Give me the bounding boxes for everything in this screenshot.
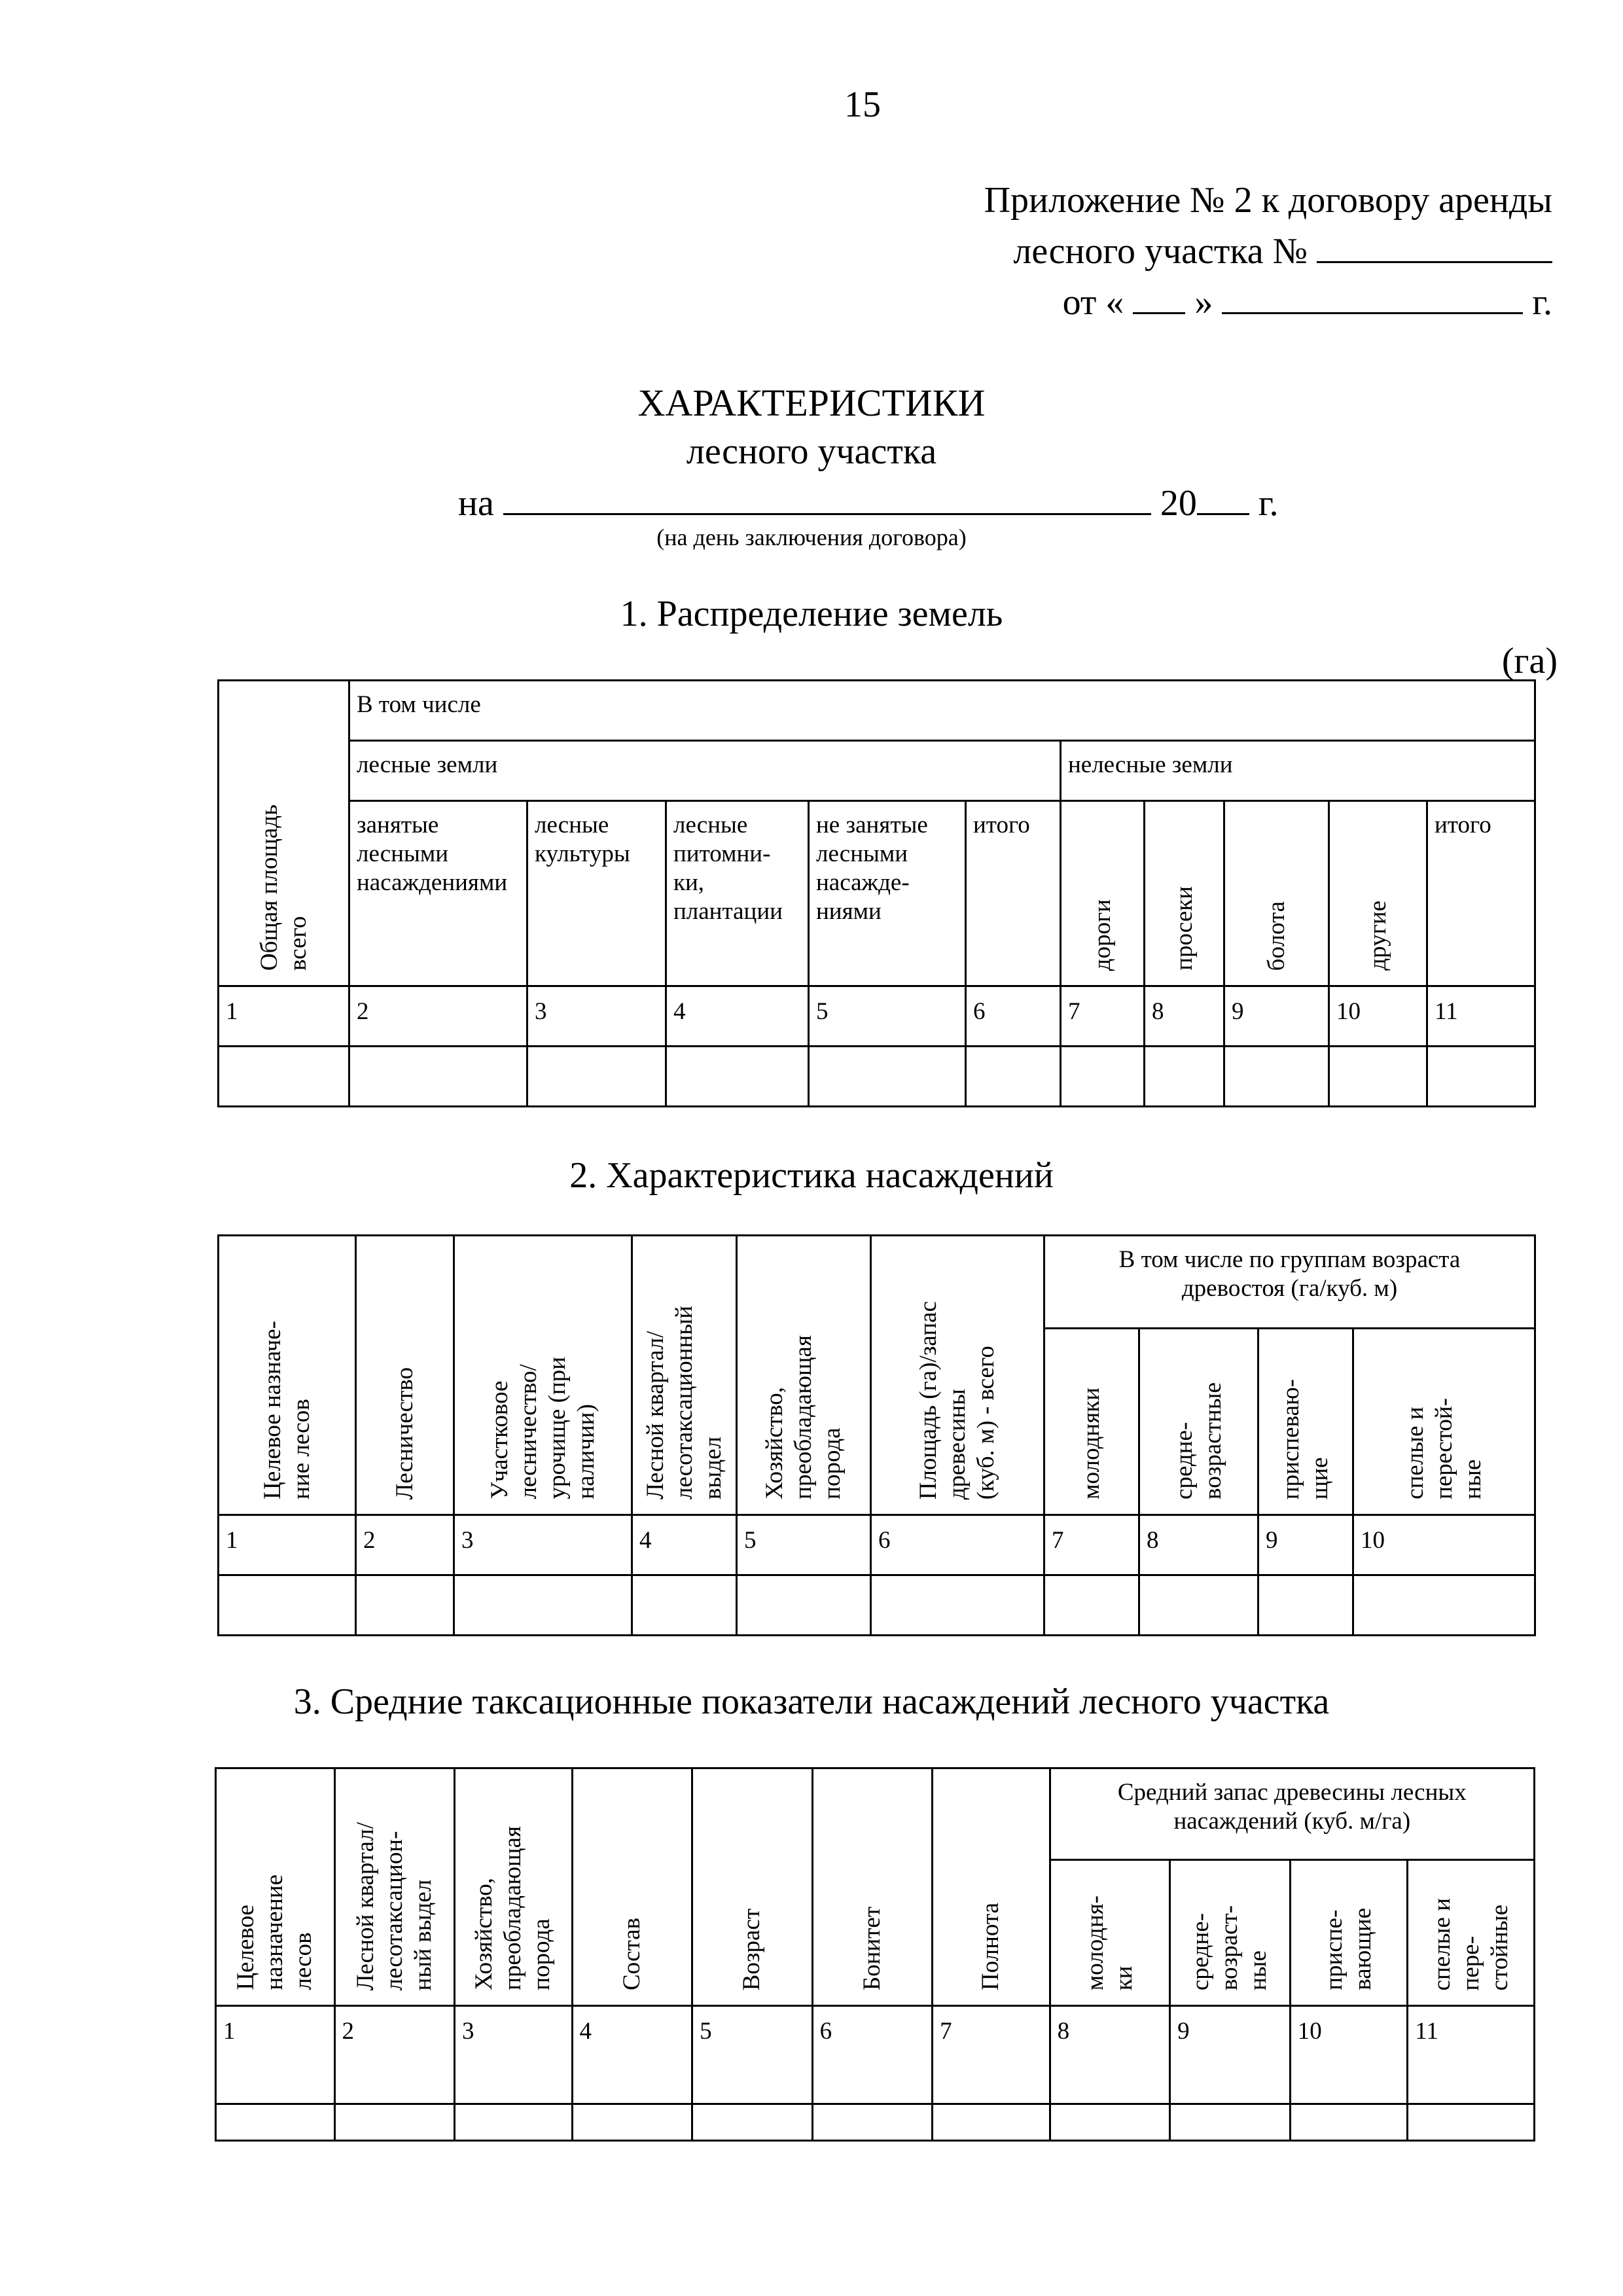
age-maturing: приспе- вающие (1290, 1860, 1408, 2006)
date-field (503, 480, 1151, 515)
empty-cell (809, 1047, 966, 1107)
appendix-line-1: Приложение № 2 к договору аренды (984, 180, 1552, 221)
col-number: 4 (632, 1515, 737, 1575)
col-number: 1 (219, 1515, 356, 1575)
day-field (1133, 278, 1185, 314)
page-title: ХАРАКТЕРИСТИКИ (637, 382, 986, 424)
empty-cell (527, 1047, 666, 1107)
section2-title: 2. Характеристика насаждений (569, 1155, 1054, 1196)
age-middle: средне- возрастные (1139, 1329, 1258, 1515)
col-number: 2 (334, 2006, 455, 2104)
nonforest-col-other: другие (1329, 801, 1427, 986)
age-group-header: В том числе по группам возраста древостоя (га/куб. м) (1044, 1236, 1535, 1329)
average-stock-header: Средний запас древесины лесных насаждений (куб. м/га) (1050, 1768, 1534, 1860)
forest-col-nurseries: лесные питомни- ки, плантации (666, 801, 809, 986)
col-number: 10 (1290, 2006, 1408, 2104)
forestry-header: Лесничество (356, 1236, 454, 1515)
col-number: 1 (216, 2006, 335, 2104)
total-area-header: Общая площадь всего (219, 681, 349, 986)
empty-cell (455, 2104, 573, 2141)
economy-header: Хозяйство, преобладающая порода (455, 1768, 573, 2006)
col-number: 8 (1145, 986, 1224, 1047)
land-distribution-table (217, 679, 1536, 1107)
col-number: 3 (454, 1515, 632, 1575)
month-year-field (1222, 278, 1523, 314)
col-number: 4 (666, 986, 809, 1047)
col-number: 9 (1224, 986, 1329, 1047)
date-prefix: на (458, 483, 494, 524)
quote-close: » (1194, 282, 1213, 323)
empty-cell (692, 2104, 813, 2141)
quarter-header: Лесной квартал/ лесотаксационный выдел (632, 1236, 737, 1515)
page-number: 15 (844, 84, 881, 125)
col-number: 2 (349, 986, 527, 1047)
area-stock-header: Площадь (га)/запас древесины (куб. м) - всего (871, 1236, 1044, 1515)
empty-cell (1427, 1047, 1535, 1107)
empty-cell (219, 1575, 356, 1636)
empty-cell (632, 1575, 737, 1636)
empty-cell (572, 2104, 692, 2141)
nonforest-col-swamps: болота (1224, 801, 1329, 986)
age-young: молодняки (1044, 1329, 1139, 1515)
col-number: 9 (1258, 1515, 1353, 1575)
age-mature: спелые и пере- стойные (1408, 1860, 1535, 2006)
col-number: 11 (1408, 2006, 1535, 2104)
empty-cell (1061, 1047, 1145, 1107)
col-number: 6 (812, 2006, 933, 2104)
empty-cell (1258, 1575, 1353, 1636)
date-line (458, 480, 1278, 524)
col-number: 5 (809, 986, 966, 1047)
empty-cell (1044, 1575, 1139, 1636)
col-number: 2 (356, 1515, 454, 1575)
empty-cell (666, 1047, 809, 1107)
col-number: 8 (1050, 2006, 1170, 2104)
col-number: 10 (1329, 986, 1427, 1047)
empty-cell (933, 2104, 1050, 2141)
col-number: 5 (692, 2006, 813, 2104)
col-number: 7 (1061, 986, 1145, 1047)
district-forestry-header: Участковое лесничество/ урочище (при наличии) (454, 1236, 632, 1515)
col-number: 9 (1170, 2006, 1291, 2104)
empty-cell (966, 1047, 1061, 1107)
empty-cell (737, 1575, 871, 1636)
empty-cell (356, 1575, 454, 1636)
section1-unit: (га) (1501, 641, 1558, 681)
year-prefix: 20 (1160, 483, 1197, 524)
empty-cell (1329, 1047, 1427, 1107)
col-number: 6 (871, 1515, 1044, 1575)
from-label: от « (1062, 282, 1124, 323)
contract-number-field (1317, 227, 1552, 263)
empty-cell (216, 2104, 335, 2141)
forest-col-occupied: занятые лесными насаждениями (349, 801, 527, 986)
col-number: 4 (572, 2006, 692, 2104)
including-header: В том числе (349, 681, 1535, 741)
nonforest-lands-header: нелесные земли (1061, 741, 1535, 801)
col-number: 1 (219, 986, 349, 1047)
empty-cell (1408, 2104, 1535, 2141)
age-middle: средне- возраст- ные (1170, 1860, 1291, 2006)
nonforest-col-total: итого (1427, 801, 1535, 986)
density-header: Полнота (933, 1768, 1050, 2006)
empty-cell (1145, 1047, 1224, 1107)
empty-cell (1224, 1047, 1329, 1107)
col-number: 3 (455, 2006, 573, 2104)
taxation-table (215, 1767, 1535, 2142)
col-number: 7 (1044, 1515, 1139, 1575)
age-young: молодня- ки (1050, 1860, 1170, 2006)
nonforest-col-clearings: просеки (1145, 801, 1224, 986)
appendix-line-3 (1063, 278, 1552, 327)
empty-cell (812, 2104, 933, 2141)
age-mature: спелые и перестой- ные (1353, 1329, 1535, 1515)
forest-col-cultures: лесные культуры (527, 801, 666, 986)
col-number: 7 (933, 2006, 1050, 2104)
purpose-header: Целевое назначение лесов (216, 1768, 335, 2006)
forest-lands-header: лесные земли (349, 741, 1061, 801)
col-number: 10 (1353, 1515, 1535, 1575)
nonforest-col-roads: дороги (1061, 801, 1145, 986)
appendix-line-2 (1013, 226, 1552, 276)
empty-cell (349, 1047, 527, 1107)
page-subtitle: лесного участка (686, 431, 937, 472)
col-number: 6 (966, 986, 1061, 1047)
composition-header: Состав (572, 1768, 692, 2006)
date-note: (на день заключения договора) (656, 524, 967, 550)
age-header: Возраст (692, 1768, 813, 2006)
col-number: 3 (527, 986, 666, 1047)
section1-title: 1. Распределение земель (620, 594, 1003, 634)
col-number: 11 (1427, 986, 1535, 1047)
empty-cell (871, 1575, 1044, 1636)
empty-cell (219, 1047, 349, 1107)
plantations-table (217, 1234, 1536, 1636)
empty-cell (1170, 2104, 1291, 2141)
year-field (1197, 480, 1249, 515)
col-number: 5 (737, 1515, 871, 1575)
year-suffix: г. (1532, 282, 1552, 323)
empty-cell (334, 2104, 455, 2141)
purpose-header: Целевое назначе- ние лесов (219, 1236, 356, 1515)
section3-title: 3. Средние таксационные показатели насаждений лесного участка (293, 1681, 1330, 1722)
quarter-header: Лесной квартал/ лесотаксацион- ный выдел (334, 1768, 455, 2006)
empty-cell (1353, 1575, 1535, 1636)
empty-cell (454, 1575, 632, 1636)
empty-cell (1139, 1575, 1258, 1636)
date-suffix: г. (1258, 483, 1279, 524)
col-number: 8 (1139, 1515, 1258, 1575)
forest-col-total: итого (966, 801, 1061, 986)
forest-col-unoccupied: не занятые лесными насажде- ниями (809, 801, 966, 986)
age-maturing: приспеваю- щие (1258, 1329, 1353, 1515)
economy-header: Хозяйство, преобладающая порода (737, 1236, 871, 1515)
empty-cell (1050, 2104, 1170, 2141)
bonitet-header: Бонитет (812, 1768, 933, 2006)
appendix-contract-label: лесного участка № (1013, 231, 1308, 272)
empty-cell (1290, 2104, 1408, 2141)
